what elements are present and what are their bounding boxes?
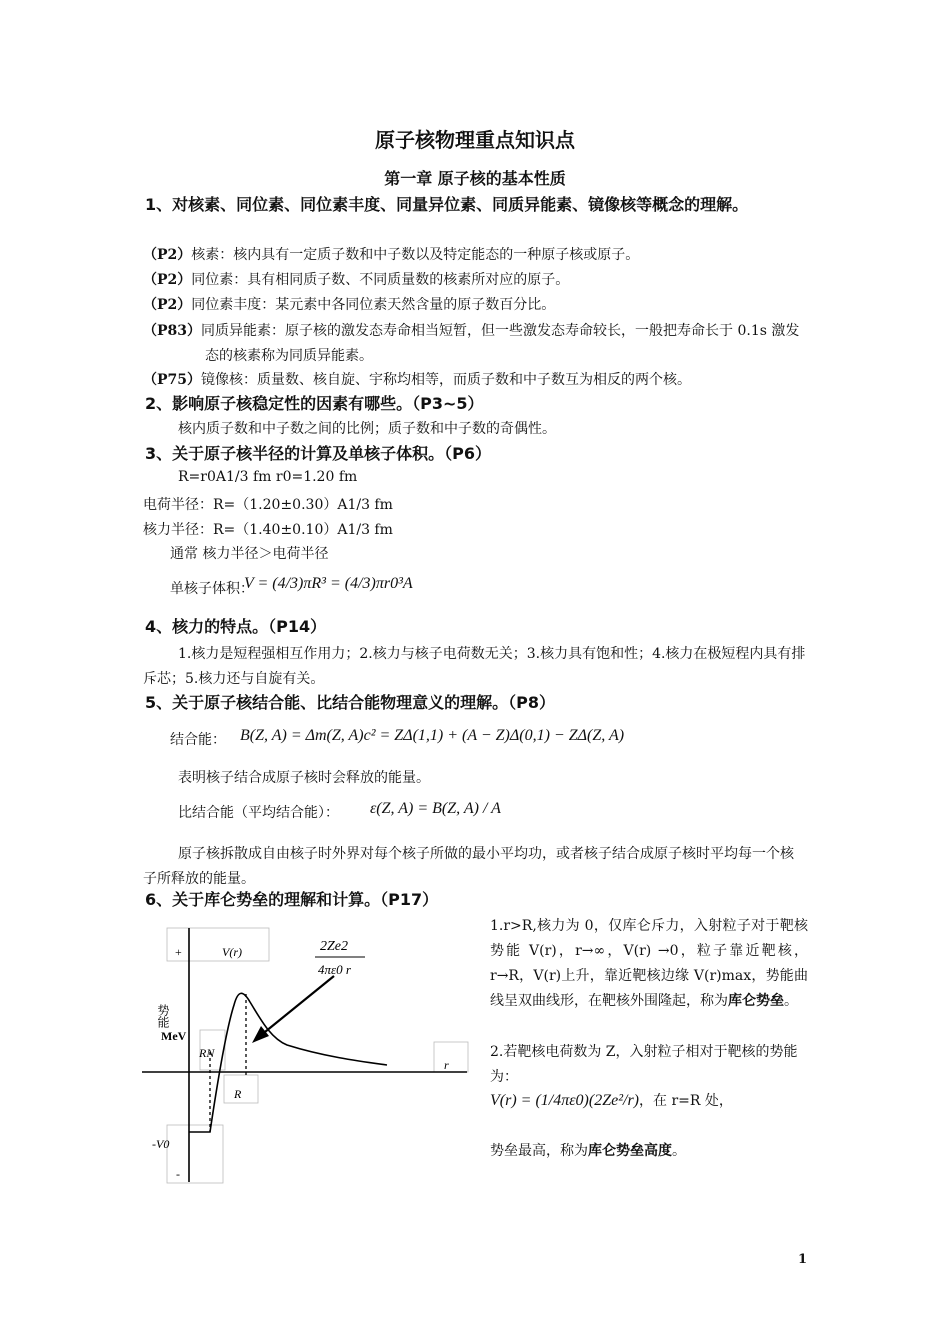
coulomb-numerator: 2Ze2 bbox=[320, 939, 348, 954]
unit-label: MeV bbox=[161, 1029, 187, 1043]
page-number: 1 bbox=[798, 1252, 808, 1267]
text: ，在 r=R 处， bbox=[639, 1093, 733, 1109]
coulomb-point-1 bbox=[490, 914, 808, 1014]
ref: （P2） bbox=[143, 272, 192, 288]
plus-label: + bbox=[175, 945, 182, 959]
coulomb-point-2-end bbox=[490, 1140, 686, 1160]
def-mirror bbox=[143, 369, 691, 389]
binding-energy-equation: B(Z, A) = Δm(Z, A)c² = ZΔ(1,1) + (A − Z)Δ(0,1) − ZΔ(Z, A) bbox=[240, 727, 625, 744]
coulomb-potential-line bbox=[490, 1090, 733, 1110]
text: 1.r>R,核力为 0，仅库仑斥力，入射粒子对于靶核势能 V(r)，r→∞，V(r) →0，粒子靠近靶核，r→R，V(r)上升，靠近靶核边缘 V(r)max，势能曲线呈双曲线形，在靶核外围隆起，称为 bbox=[490, 918, 808, 1009]
def-isotope bbox=[143, 269, 569, 289]
text: 。 bbox=[784, 993, 798, 1009]
coulomb-potential-equation: V(r) = (1/4πε0)(2Ze²/r) bbox=[490, 1092, 639, 1109]
section-6-heading: 6、关于库仑势垒的理解和计算。（P17） bbox=[145, 890, 439, 909]
section-2-heading: 2、影响原子核稳定性的因素有哪些。（P3~5） bbox=[145, 394, 484, 413]
specific-binding-label: 比结合能（平均结合能）： bbox=[178, 805, 339, 821]
radius-comparison: 通常 核力半径＞电荷半径 bbox=[170, 546, 329, 562]
term-coulomb-barrier: 库仑势垒 bbox=[728, 993, 784, 1009]
def-text: 同位素：具有相同质子数、不同质量数的核素所对应的原子。 bbox=[191, 272, 570, 288]
specific-binding-meaning: 原子核拆散成自由核子时外界对每个核子所做的最小平均功，或者核子结合成原子核时平均每一个核子所释放的能量。 bbox=[143, 846, 794, 887]
coulomb-point-2-intro: 2.若靶核电荷数为 Z，入射粒子相对于靶核的势能为： bbox=[490, 1044, 798, 1085]
section-4-heading: 4、核力的特点。（P14） bbox=[145, 617, 327, 636]
energy-label: 势能 bbox=[156, 1004, 170, 1028]
specific-binding-equation: ε(Z, A) = B(Z, A) / A bbox=[370, 800, 501, 817]
nucleus-radius-label: R bbox=[234, 1087, 242, 1101]
coulomb-barrier-figure bbox=[142, 920, 482, 1190]
label-box bbox=[434, 1042, 468, 1072]
ref: （P2） bbox=[143, 297, 192, 313]
label-box bbox=[167, 928, 269, 961]
def-text: 镜像核：质量数、核自旋、宇称均相等，而质子数和中子数互为相反的两个核。 bbox=[201, 372, 692, 388]
section-2-body: 核内质子数和中子数之间的比例；质子数和中子数的奇偶性。 bbox=[178, 421, 556, 437]
minus-label: - bbox=[176, 1167, 180, 1181]
section-1-heading: 1、对核素、同位素、同位素丰度、同量异位素、同质异能素、镜像核等概念的理解。 bbox=[145, 195, 749, 214]
rn-label: RN bbox=[199, 1046, 215, 1060]
v0-label: -V0 bbox=[152, 1137, 170, 1151]
coulomb-denominator: 4πε0 r bbox=[318, 962, 351, 977]
term-barrier-height: 库仑势垒高度 bbox=[588, 1143, 672, 1159]
chapter-heading: 第一章 原子核的基本性质 bbox=[384, 169, 566, 188]
section-5-heading: 5、关于原子核结合能、比结合能物理意义的理解。（P8） bbox=[145, 693, 555, 712]
charge-radius: 电荷半径：R=（1.20±0.30）A1/3 fm bbox=[143, 497, 393, 513]
volume-equation: V = (4/3)πR³ = (4/3)πr0³A bbox=[244, 575, 413, 592]
r-axis-label: r bbox=[444, 1058, 449, 1072]
vr-label: V(r) bbox=[222, 945, 242, 959]
section-4-body: 1.核力是短程强相互作用力；2.核力与核子电荷数无关；3.核力具有饱和性；4.核力在极短程内具有排斥芯；5.核力还与自旋有关。 bbox=[143, 646, 806, 687]
volume-label: 单核子体积： bbox=[170, 581, 254, 597]
def-abundance bbox=[143, 294, 555, 314]
binding-energy-meaning: 表明核子结合成原子核时会释放的能量。 bbox=[178, 770, 430, 786]
nuclear-force-radius: 核力半径：R=（1.40±0.10）A1/3 fm bbox=[143, 522, 393, 538]
def-text: 核素：核内具有一定质子数和中子数以及特定能态的一种原子核或原子。 bbox=[191, 247, 640, 263]
arrow-line bbox=[260, 976, 334, 1036]
page-title: 原子核物理重点知识点 bbox=[375, 128, 575, 152]
def-text: 同位素丰度：某元素中各同位素天然含量的原子数百分比。 bbox=[191, 297, 556, 313]
def-nuclide bbox=[143, 244, 639, 264]
binding-energy-label: 结合能： bbox=[170, 732, 226, 748]
text: 势垒最高，称为 bbox=[490, 1143, 588, 1159]
text: 。 bbox=[672, 1143, 686, 1159]
ref: （P83） bbox=[143, 323, 202, 339]
ref: （P2） bbox=[143, 247, 192, 263]
radius-formula: R=r0A1/3 fm r0=1.20 fm bbox=[178, 469, 358, 485]
def-isomer bbox=[143, 319, 807, 369]
ref: （P75） bbox=[143, 372, 202, 388]
def-text: 同质异能素：原子核的激发态寿命相当短暂，但一些激发态寿命较长，一般把寿命长于 0.1s 激发态的核素称为同质异能素。 bbox=[201, 323, 800, 364]
section-3-heading: 3、关于原子核半径的计算及单核子体积。（P6） bbox=[145, 444, 491, 463]
